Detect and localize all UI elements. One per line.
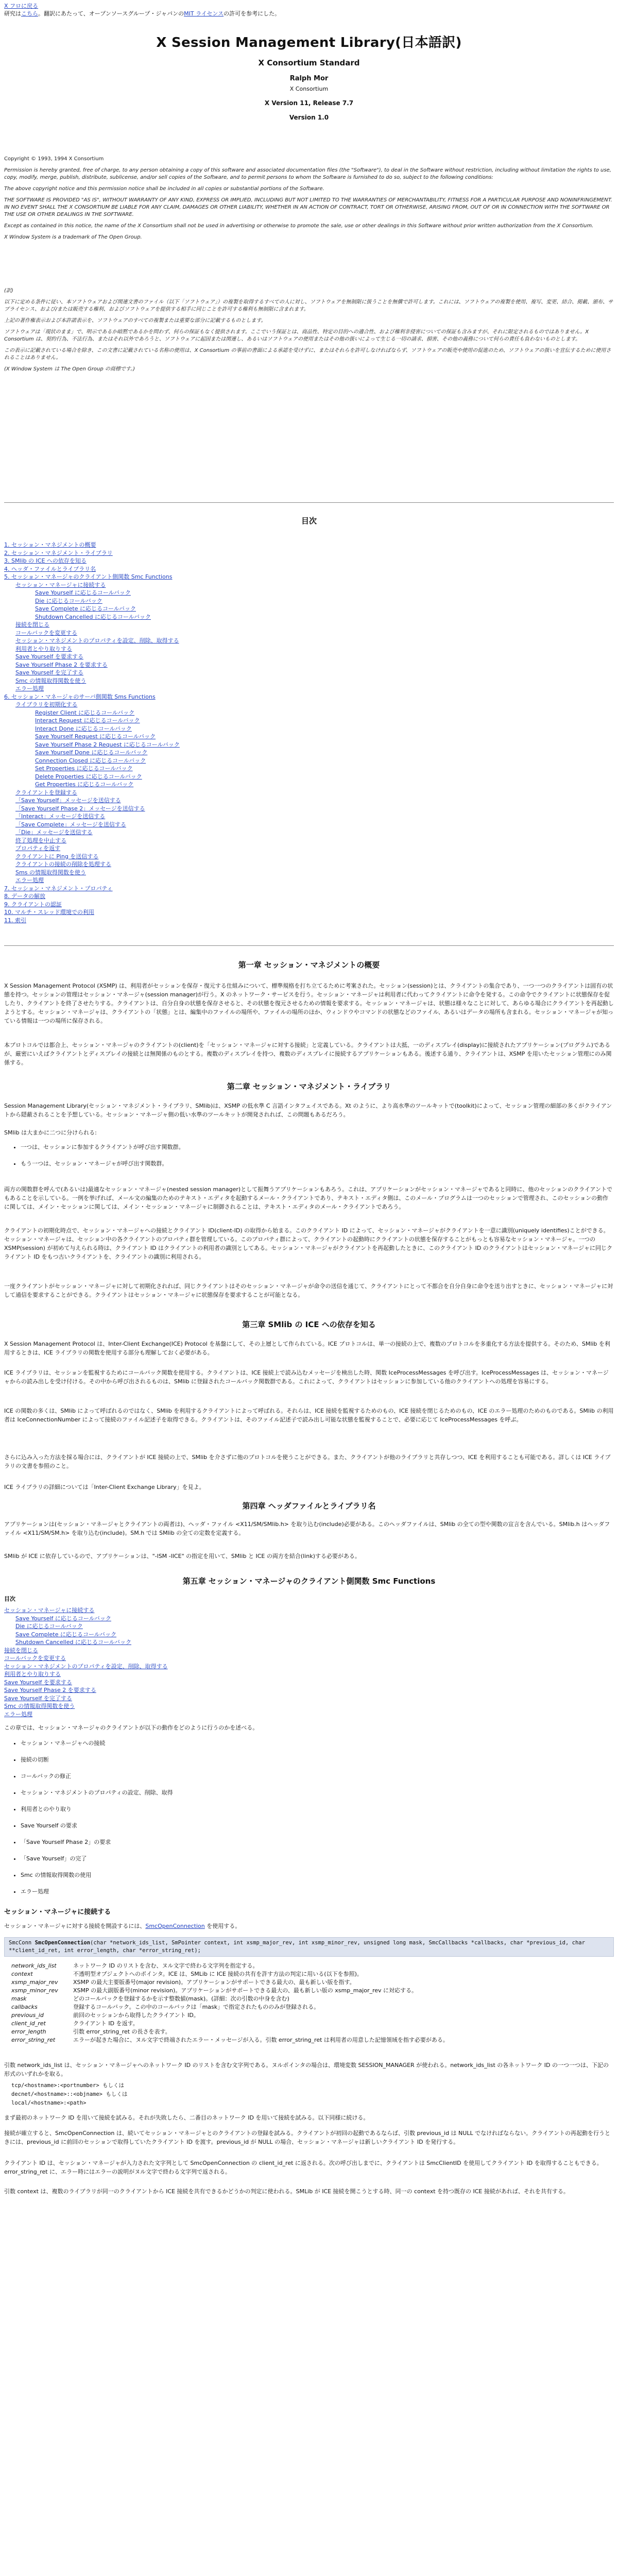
toc-item bbox=[4, 860, 180, 869]
toc-link[interactable]: エラー処理 bbox=[15, 685, 44, 692]
toc-item bbox=[4, 629, 180, 637]
parameter-name: xsmp_minor_rev bbox=[11, 1987, 58, 1994]
toc-link[interactable]: コールバックを変更する bbox=[15, 629, 78, 636]
toc-link[interactable]: クライアントに Ping を送信する bbox=[15, 853, 99, 860]
toc-link[interactable]: Save Complete に応じるコールバック bbox=[35, 605, 136, 612]
toc-link[interactable]: セッション・マネージャに接続する bbox=[4, 1607, 95, 1614]
chapter-4-paragraph: SMlib が ICE に依存しているので、アプリケーションは、"-lSM -lICE" の指定を用いて、SMlib と ICE の両方を結合(link)する必要がある。 bbox=[4, 1553, 360, 1560]
ja-warranty-text: ソフトウェアは「現状のまま」で、明示であるか暗黙であるかを問わず、何らの保証もなく提供されます。ここでいう保証とは、商品性、特定の目的への適合性、および権利非侵害についての保証も含みますが、それに限定されるものではありません。X Consortium は、契約行為、不法行為、またはそれ以外であろうと、ソフトウェアに起因または関連し、あるいはソフトウェアの使用またはその他の扱いによって生じる一切の請求、損害、その他の義務について何らの責任も負わないものとします。 bbox=[4, 329, 589, 342]
parameter-name: context bbox=[11, 1971, 33, 1977]
toc-link[interactable]: エラー処理 bbox=[15, 877, 44, 884]
toc-item bbox=[4, 1631, 168, 1639]
toc-item bbox=[4, 773, 180, 781]
chapter-3-paragraph: さらに込み入った方法を採る場合には、クライアントが ICE 接続の上で、SMlib を介さずに他のプロトコルを使うことができる。また、クライアントが他のライブラリと共存しつつ、ICE を利用することも可能である。詳しくは ICE ライブラリの文書を参照のこと。 bbox=[4, 1454, 611, 1469]
toc-link[interactable]: プロパティを返す bbox=[15, 845, 61, 852]
chapter-1-paragraph: X Session Management Protocol (XSMP) は、利用者がセッションを保存・復元する仕組みについて、標準規格を打ち立てるために考案された。セッション(session)とは、クライアントの集合であり、一つ一つのクライアントは固有の状態を持つ。セッションの管理はセッション・マネージャ(session manager)が行う。X のネットワーク・サービスを行う。セッション・マネージャは利用者に代わってクライアントに命令を発する。この命令でクライアントに状態保存を促したり、クライアントを終了させたりする。クライアントは、自分自身の状態を保存させると、その状態を復元させるための情報を要求する。セッション・マネージャは、状態は様々なことに対して、あらゆる場合にクライアントを再起動しようとする。セッション・マネージャは、クライアントの「状態」とは、編集中のファイルの場所や、ファイルの場所のほか、ウィンドウやコマンドの状態などのファイル、あるいはデータの場所も含まれる。セッション・マネージャが知っている情報は一つの場所に保存される。 bbox=[4, 982, 614, 1024]
network-id-forms bbox=[11, 2081, 127, 2108]
toc-item bbox=[4, 781, 180, 789]
toc-link[interactable]: 4. ヘッダ・ファイルとライブラリ名 bbox=[4, 565, 96, 572]
toc-link[interactable]: Save Yourself に応じるコールバック bbox=[35, 589, 131, 596]
list-item: • エラー処理 bbox=[21, 1887, 173, 1896]
back-link[interactable]: X フロに戻る bbox=[4, 3, 39, 9]
toc-item bbox=[4, 812, 180, 821]
toc-item bbox=[4, 892, 180, 901]
toc-item bbox=[4, 789, 180, 797]
toc-item bbox=[4, 1654, 168, 1663]
parameter-description: クライアント ID を返す。 bbox=[73, 2020, 139, 2027]
parameter-row bbox=[11, 2011, 449, 2020]
toc-link[interactable]: Smc の情報取得関数を使う bbox=[4, 1703, 75, 1709]
parameter-row bbox=[11, 2036, 449, 2044]
toc-item bbox=[4, 741, 180, 749]
parameter-description: XSMP の最大副版番号(minor revision)。アプリケーションがサポートできる最大の、最も新しい版の xsmp_major_rev に対応する。 bbox=[73, 1987, 418, 1994]
parameter-name: xsmp_major_rev bbox=[11, 1979, 58, 1986]
chapter-4-paragraph: アプリケーションは(セッション・マネージャとクライアントの両者は)、ヘッダ・ファイル <X11/SM/SMlib.h> を取り込む(include)必要がある。このヘッダファイルは、SMlib の全ての型や関数の宣言を含んでいる。SMlib.h はヘッダファイル <X11/SM/SM.h> を取り込む(include)。SM.h では SMlib の全ての定数を定義する。 bbox=[4, 1521, 610, 1536]
toc-item bbox=[4, 565, 180, 573]
toc-link[interactable]: Save Yourself Phase 2 を要求する bbox=[15, 661, 108, 668]
legal-japanese bbox=[4, 287, 614, 377]
list-item: • セッション・マネジメントのプロパティの設定、削除、取得 bbox=[21, 1788, 173, 1797]
copyright: Copyright © 1993, 1994 X Consortium bbox=[4, 156, 104, 162]
toc-link[interactable]: Set Properties に応じるコールバック bbox=[35, 765, 133, 772]
toc-item bbox=[4, 685, 180, 693]
parameter-description: 登録するコールバック。この中のコールバックは「mask」で指定されたもののみが登録される。 bbox=[73, 2004, 320, 2010]
doc-version: Version 1.0 bbox=[289, 114, 329, 121]
toc-link[interactable]: Shutdown Cancelled に応じるコールバック bbox=[35, 613, 151, 620]
toc-item bbox=[4, 733, 180, 741]
toc-item bbox=[4, 844, 180, 853]
parameter-description: 前回のセッションから取得したクライアント ID。 bbox=[73, 2012, 199, 2019]
toc-item bbox=[4, 725, 180, 733]
connect-intro bbox=[4, 1922, 614, 1930]
parameter-name: error_string_ret bbox=[11, 2037, 56, 2043]
toc-item bbox=[4, 653, 180, 661]
list-item: • セッション・マネージャへの接続 bbox=[21, 1739, 173, 1748]
toc-item bbox=[4, 1638, 168, 1647]
toc-item bbox=[4, 765, 180, 773]
toc-link[interactable]: クライアントの接続の削除を処理する bbox=[15, 861, 111, 868]
toc-item bbox=[4, 669, 180, 677]
chapter-2-paragraph: 一度クライアントがセッション・マネージャに対して初期化されれば、同じクライアントはそのセッション・マネージャが命令の送信を通じて、クライアントにとって不都合を自分自身に命令を送り出すときに、セッション・マネージャに対して通信を要求することができる。クライアントはセッション・マネージャに状態保存を要求することが可能となる。 bbox=[4, 1283, 613, 1298]
parameter-row bbox=[11, 1995, 449, 2003]
toc-link[interactable]: Shutdown Cancelled に応じるコールバック bbox=[15, 1639, 131, 1646]
toc-link[interactable]: 「Die」メッセージを送信する bbox=[15, 829, 93, 836]
parameter-name: network_ids_list bbox=[11, 1962, 57, 1969]
toc-link[interactable]: Sms の情報取得関数を使う bbox=[15, 869, 86, 876]
toc-link[interactable]: Save Yourself に応じるコールバック bbox=[15, 1615, 111, 1622]
chapter-2-paragraph: SMlib は大まかに二つに分けられる: bbox=[4, 1129, 97, 1136]
smc-open-connection-link[interactable]: SmcOpenConnection bbox=[145, 1923, 205, 1929]
signature-arguments: (char *network_ids_list, SmPointer context, int xsmp_major_rev, int xsmp_minor_rev, unsigned long mask, SmcCallbacks *callbacks, char *previous_id, char **client_id_ret, int error_length, char *error_string_ret); bbox=[9, 1940, 585, 1954]
parameter-table bbox=[11, 1962, 449, 2044]
toc-link[interactable]: 6. セッション・マネージャのサーバ側関数 Sms Functions bbox=[4, 693, 156, 700]
legal-english bbox=[4, 156, 614, 245]
chapter-2-paragraph: 両方の関数群を呼んで(あるいは)最適なセッション・マネージャ(nested session manager)として振舞うアプリケーションもあろう。これは、アプリケーションがセッション・マネージャであると同時に、他のセッションのクライアントでもあることを示している。一例を挙げれば、メール文の編集のためのテキスト・エディタを起動するメール・クライアントであり、テキスト・エディタ側は、このメール・プログラムは一つのセッションで管理され、このセッションの動作に関しては、メイン・セッションに関しては、メイン・セッション・マネージャに制御されることは、テキスト・エディタのメール・クライアントであろう。 bbox=[4, 1186, 613, 1210]
toc-link[interactable]: Save Yourself Phase 2 Request に応じるコールバック bbox=[35, 741, 180, 748]
divider bbox=[4, 945, 614, 946]
connect-intro-text: セッション・マネージャに対する接続を開設するには、 bbox=[4, 1923, 146, 1929]
parameter-row bbox=[11, 2020, 449, 2028]
toc-link[interactable]: 9. クライアントの認証 bbox=[4, 901, 62, 908]
toc-link[interactable]: クライアントを登録する bbox=[15, 789, 77, 796]
toc-item bbox=[4, 1694, 168, 1703]
toc-item bbox=[4, 701, 180, 709]
chapter-3-paragraph: ICE の関数の多くは、SMlib によって呼ばれるのではなく、SMlib を利用するクライアントによって呼ばれる。それらは、ICE 接続を監視するためのもの、ICE 接続を閉じるためのもの、ICE のエラー処理のためのものである。SMlib の利用者は IceConnectionNumber によって接続のファイル記述子を取得できる。クライアントは、そのファイル記述子で読み出し可能な状態を監視することで、必要に応じて IceProcessMessages を呼ぶ。 bbox=[4, 1408, 614, 1423]
chapter-5-toc-label: 目次 bbox=[4, 1596, 15, 1602]
nav-text: 研究は bbox=[4, 10, 21, 17]
toc-item bbox=[4, 917, 180, 925]
chapter-2-heading: 第二章 セッション・マネジメント・ライブラリ bbox=[227, 1082, 391, 1091]
toc-link[interactable]: Save Yourself を完了する bbox=[4, 1694, 72, 1702]
toc-link[interactable]: コールバックを変更する bbox=[4, 1655, 66, 1662]
ja-trademark-text: (X Window System は The Open Group の商標です。) bbox=[4, 366, 135, 372]
toc-link[interactable]: 3. SMlib の ICE への依存を知る bbox=[4, 557, 87, 564]
function-signature bbox=[4, 1937, 614, 1957]
toc-link[interactable]: 接続を閉じる bbox=[4, 1647, 38, 1654]
permission-text: Permission is hereby granted, free of charge, to any person obtaining a copy of this software and associated documentation files (the "Software"), to deal in the Software without restriction, including without limitation the rights to use, copy, modify, merge, publish, distribute, sublicense, and/or sell copies of the Software, and to permit persons to whom the Software is furnished to do so, subject to the following conditions: bbox=[4, 167, 611, 180]
toc-item bbox=[4, 749, 180, 757]
top-navigation bbox=[4, 2, 280, 18]
toc-link[interactable]: 「Save Yourself Phase 2」メッセージを送信する bbox=[15, 805, 145, 812]
toc-item bbox=[4, 693, 180, 701]
chapter-1-heading: 第一章 セッション・マネジメントの概要 bbox=[238, 960, 380, 970]
toc-item bbox=[4, 581, 180, 589]
parameter-description: 不透明型オブジェクトへのポインタ。ICE は、SMLib に ICE 接続の共有を許す方法の判定に用いる(以下を参照)。 bbox=[73, 1971, 363, 1977]
title-block bbox=[0, 32, 618, 121]
toc-link[interactable]: 11. 索引 bbox=[4, 917, 26, 924]
chapter-1-paragraph: 本プロトコルでは都合上、セッション・マネージャのクライアントの(client)を「セッション・マネージャに対する接続」と定義している。クライアントは大抵、一のディスプレイ(display)に接続されたアプリケーション(プログラム)であるが、厳密にいえばクライアントとディスプレイの接続とは無関係のものとする。複数のディスプレイを持つ、複数のディスプレイに接続するアプリケーションもある。後述する通り、クライアントは、XSMP を用いたセッション管理にのみ関係する。 bbox=[4, 1042, 612, 1066]
signature-return-type: SmcConn bbox=[9, 1940, 35, 1946]
toc-item bbox=[4, 1615, 168, 1623]
chapter-4-heading: 第四章 ヘッダファイルとライブラリ名 bbox=[242, 1501, 376, 1511]
chapter-2-list bbox=[11, 1143, 184, 1176]
toc-link[interactable]: セッション・マネジメントのプロパティを設定、削除、取得する bbox=[4, 1663, 168, 1670]
toc-item bbox=[4, 1606, 168, 1615]
connect-paragraph: クライアント ID は、セッション・マネージャが入力された文字列として SmcOpenConnection の client_id_ret に返される。次の呼び出しまでに、クライアントは SmcClientID を使用してクライアント ID を取得することもできる。error_string_ret に、エラー時にはエラーの説明がヌル文字で終わる文字列で返される。 bbox=[4, 2160, 603, 2175]
toc-link[interactable]: 5. セッション・マネージャのクライアント側関数 Smc Functions bbox=[4, 573, 173, 580]
notice-text: The above copyright notice and this permission notice shall be included in all copies or substantial portions of the Software. bbox=[4, 186, 324, 192]
connect-paragraph: 接続が確立すると、SmcOpenConnection は、続いてセッション・マネージャとのクライアントの登録を試みる。クライアントが初回の起動であるならば、引数 previous_id は NULL でなければならない。クライアントの再起動を行うときには、previous_id に前回のセッションで取得していたクライアント ID を渡す。previous_id が NULL の場合、セッション・マネージャは新しいクライアント ID を発行する。 bbox=[4, 2130, 610, 2145]
toc-item bbox=[4, 645, 180, 653]
parameter-name: previous_id bbox=[11, 2012, 44, 2019]
toc-item bbox=[4, 1686, 168, 1694]
toc-item bbox=[4, 541, 180, 549]
toc-link[interactable]: セッション・マネジメントのプロパティを設定、削除、取得する bbox=[15, 637, 179, 644]
toc-link[interactable]: 「Save Yourself」メッセージを送信する bbox=[15, 797, 121, 804]
divider bbox=[4, 502, 614, 503]
connect-paragraph: 引数 network_ids_list は、セッション・マネージャへのネットワーク ID のリストを含む文字列である。ヌルポインタの場合は、環境変数 SESSION_MANAGER が使われる。network_ids_list の各ネットワーク ID の一つ一つは、下記の形式のいずれかを取る。 bbox=[4, 2062, 609, 2077]
toc-item bbox=[4, 573, 180, 581]
toc-item bbox=[4, 597, 180, 605]
chapter-5-heading: 第五章 セッション・マネージャのクライアント側関数 Smc Functions bbox=[182, 1577, 436, 1586]
chapter-2-paragraph: クライアントの初期化時点で、セッション・マネージャへの接続とクライアント ID(client-ID) の取得から始まる。このクライアント ID によって、セッション・マネージャがクライアントを一意に識別(uniquely identifies)ことができる。セッション・マネージャは、セッション中の各クライアントのプロパティ群を管理している。このプロパティ群によって、クライアントの起動時にクライアントの状態を保存することがもっとも容易なセッション・マネージャ。一つの XSMP(session) が初めて与えられる時は、クライアント ID はクライアントの利用者の識別としてある。セッション・マネージャがクライアントを再起動したときに、このクライアント ID のクライアントはセッション・マネージャに同じクライアント ID をもつ古いクライアントを、クライアントの識別に利用される。 bbox=[4, 1227, 613, 1260]
toc-item bbox=[4, 637, 180, 645]
list-item: • 「Save Yourself」の完了 bbox=[21, 1854, 173, 1863]
warranty-text: THE SOFTWARE IS PROVIDED "AS IS", WITHOUT WARRANTY OF ANY KIND, EXPRESS OR IMPLIED, INCLUDING BUT NOT LIMITED TO THE WARRANTIES OF MERCHANTABILITY, FITNESS FOR A PARTICULAR PURPOSE AND NONINFRINGEMENT. IN NO EVENT SHALL THE X CONSORTIUM BE LIABLE FOR ANY CLAIM, DAMAGES OR OTHER LIABILITY, WHETHER IN AN ACTION OF CONTRACT, TORT OR OTHERWISE, ARISING FROM, OUT OF OR IN CONNECTION WITH THE SOFTWARE OR THE USE OR OTHER DEALINGS IN THE SOFTWARE. bbox=[4, 197, 612, 217]
toc-link[interactable]: Smc の情報取得関数を使う bbox=[15, 677, 87, 684]
chapter-3-paragraph: ICE ライブラリは、セッションを監視するためにコールバック関数を使用する。クライアントは、ICE 接続上で読み込むメッセージを検出した時、関数 IceProcessMessages を呼び出す。IceProcessMessages は、セッション・マネージャからの読み出しを受け付ける。その中から呼び出されるものは、SMlib に登録されたコールバック関数群である。これによって、クライアントはセッションに参加している他のクライアントへの処理を容易にする。 bbox=[4, 1369, 609, 1385]
source-link[interactable]: こちら bbox=[21, 10, 38, 17]
chapter-3-paragraph: X Session Management Protocol は、Inter-Client Exchange(ICE) Protocol を基盤にして、その上層として作られている。ICE プロトコルは、単一の接続の上で、複数のプロトコルを多重化する方法を提供する。そのため、SMlib を利用するときは、ICE ライブラリの関数を使用する部分も理解しておく必要がある。 bbox=[4, 1341, 610, 1356]
chapter-5-intro: この章では、セッション・マネージャのクライアントが以下の動作をどのように行うのかを述べる。 bbox=[4, 1724, 259, 1731]
toc-link[interactable]: 10. マルチ・スレッド環境での利用 bbox=[4, 909, 94, 916]
ja-permission-text: 以下に定める条件に従い、本ソフトウェアおよび関連文書のファイル（以下「ソフトウェア」）の複製を取得するすべての人に対し、ソフトウェアを無制限に扱うことを無償で許可します。これには、ソフトウェアの複製を使用、複写、変更、結合、掲載、頒布、サブライセンス、および/または販売する権利、およびソフトウェアを提供する相手に同じことを許可する権利も無制限に含まれます。 bbox=[4, 299, 613, 312]
toc-item bbox=[4, 1622, 168, 1631]
toc-item bbox=[4, 869, 180, 877]
toc-link[interactable]: 「Interact」メッセージを送信する bbox=[15, 813, 106, 820]
toc-link[interactable]: Delete Properties に応じるコールバック bbox=[35, 773, 142, 780]
trademark-text: X Window System is a trademark of The Open Group. bbox=[4, 234, 142, 240]
toc-item bbox=[4, 709, 180, 717]
toc-item bbox=[4, 757, 180, 765]
chapter-3-paragraph: ICE ライブラリの詳細については「Inter-Client Exchange Library」を見よ。 bbox=[4, 1484, 205, 1490]
toc-item bbox=[4, 853, 180, 861]
network-id-form: tcp/<hostname>:<portnumber> もしくは bbox=[11, 2082, 125, 2089]
list-item: • 接続の切断 bbox=[21, 1755, 173, 1764]
parameter-row bbox=[11, 1978, 449, 1987]
chapter-5-toc bbox=[4, 1606, 168, 1718]
list-item: • 「Save Yourself Phase 2」の要求 bbox=[21, 1838, 173, 1846]
toc-item bbox=[4, 876, 180, 885]
toc-item bbox=[4, 557, 180, 565]
toc-link[interactable]: Save Complete に応じるコールバック bbox=[15, 1631, 117, 1638]
toc-link[interactable]: エラー処理 bbox=[4, 1710, 32, 1718]
toc-link[interactable]: 利用者とやり取りする bbox=[4, 1671, 61, 1677]
toc-link[interactable]: Register Client に応じるコールバック bbox=[35, 709, 135, 716]
parameter-description: ネットワーク ID のリストを含む、ヌル文字で終わる文字列を指定する。 bbox=[73, 1962, 259, 1969]
parameter-name: callbacks bbox=[11, 2004, 38, 2010]
toc-item bbox=[4, 885, 180, 893]
parameter-row bbox=[11, 1962, 449, 1970]
toc-item bbox=[4, 805, 180, 813]
toc-item bbox=[4, 908, 180, 917]
toc-link[interactable]: 8. データの解放 bbox=[4, 893, 45, 900]
parameter-name: mask bbox=[11, 1995, 27, 2002]
signature-function-name: SmcOpenConnection bbox=[35, 1940, 91, 1946]
toc-link[interactable]: Save Yourself Request に応じるコールバック bbox=[35, 733, 156, 740]
toc-item bbox=[4, 1710, 168, 1719]
toc-link[interactable]: Save Yourself Done に応じるコールバック bbox=[35, 749, 148, 756]
toc-item bbox=[4, 1647, 168, 1655]
parameter-row bbox=[11, 2028, 449, 2036]
toc-link[interactable]: Interact Request に応じるコールバック bbox=[35, 717, 140, 724]
toc-item bbox=[4, 717, 180, 725]
connect-paragraph: まず最初のネットワーク ID を用いて接続を試みる。それが失敗したら、二番目のネットワーク ID を用いて接続を試みる。以下同様に続ける。 bbox=[4, 2114, 369, 2121]
connect-intro-text: を使用する。 bbox=[204, 1923, 241, 1929]
table-of-contents bbox=[4, 541, 180, 924]
toc-item bbox=[4, 901, 180, 909]
toc-item bbox=[4, 1663, 168, 1671]
parameter-row bbox=[11, 2003, 449, 2011]
ja-notice-text: 上記の著作権表示および本許諾表示を、ソフトウェアのすべての複製または重要な部分に記載するものとします。 bbox=[4, 318, 266, 324]
toc-link[interactable]: Save Yourself を要求する bbox=[15, 653, 83, 660]
toc-link[interactable]: 終了処理を中止する bbox=[15, 837, 66, 844]
chapter-2-paragraph: Session Management Library(セッション・マネジメント・ライブラリ、SMlib)は、XSMP の低水準 C 言語インタフェイスである。Xt のように、より高水準のツールキットで(toolkit)によって、セッション管理の細部の多くがクライアントから隠蔽されることを予想している。セッション・マネージャ側の低い水準のツールキットが開発されれば、この問題もあるだろう。 bbox=[4, 1103, 612, 1118]
toc-item bbox=[4, 661, 180, 669]
toc-link[interactable]: Save Yourself を完了する bbox=[15, 669, 83, 676]
toc-item bbox=[4, 1702, 168, 1710]
connect-section-heading: セッション・マネージャに接続する bbox=[4, 1908, 111, 1916]
list-item: • もう一つは、セッション・マネージャが呼び出す関数群。 bbox=[21, 1159, 184, 1168]
toc-item bbox=[4, 621, 180, 629]
parameter-row bbox=[11, 1987, 449, 1995]
ja-name-clause-text: この表示に記載されている場合を除き、この文書に記載されている名称の使用は、X Consortium の事前の書面による承認を受けずに、またはそれらを許可しなければならず、ソフトウェアの販売や使用の促進のため、ソフトウェアの扱いを宣伝するために使用されることはありません。 bbox=[4, 348, 611, 361]
toc-link[interactable]: Interact Done に応じるコールバック bbox=[35, 725, 132, 732]
toc-link[interactable]: 2. セッション・マネジメント・ライブラリ bbox=[4, 549, 113, 556]
parameter-description: エラーが起きた場合に、ヌル文字で終端されたエラー・メッセージが入る。引数 error_string_ret は利用者の用意した記憶領域を指す必要がある。 bbox=[73, 2037, 449, 2043]
chapter-5-bullets bbox=[11, 1739, 173, 1904]
toc-link[interactable]: 接続を閉じる bbox=[15, 621, 49, 628]
license-link[interactable]: MIT ライセンス bbox=[184, 10, 224, 17]
network-id-form: local/<hostname>:<path> bbox=[11, 2100, 87, 2106]
ja-label: (訳) bbox=[4, 288, 13, 294]
toc-link[interactable]: 1. セッション・マネジメントの概要 bbox=[4, 541, 96, 548]
toc-item bbox=[4, 821, 180, 829]
toc-link[interactable]: セッション・マネージャに接続する bbox=[15, 581, 106, 588]
list-item: • Smc の情報取得関数の使用 bbox=[21, 1871, 173, 1879]
list-item: • 利用者とのやり取り bbox=[21, 1805, 173, 1814]
list-item: • Save Yourself の要求 bbox=[21, 1821, 173, 1830]
parameter-description: XSMP の最大主要版番号(major revision)。アプリケーションがサポートできる最大の、最も新しい版を指す。 bbox=[73, 1979, 355, 1986]
toc-link[interactable]: 「Save Complete」メッセージを送信する bbox=[15, 821, 126, 828]
toc-link[interactable]: Die に応じるコールバック bbox=[15, 1623, 83, 1630]
toc-link[interactable]: Save Yourself Phase 2 を要求する bbox=[4, 1687, 96, 1693]
author-org: X Consortium bbox=[289, 86, 329, 92]
toc-item bbox=[4, 677, 180, 685]
parameter-name: client_id_ret bbox=[11, 2020, 46, 2027]
toc-link[interactable]: 利用者とやり取りする bbox=[15, 645, 72, 652]
toc-link[interactable]: Get Properties に応じるコールバック bbox=[35, 781, 134, 788]
author-name: Ralph Mor bbox=[289, 75, 329, 82]
network-id-form: decnet/<hostname>::<objname> もしくは bbox=[11, 2091, 128, 2097]
toc-item bbox=[4, 549, 180, 557]
toc-item bbox=[4, 605, 180, 613]
nav-text: 。翻訳にあたって、オープンソースグループ・ジャパンの bbox=[38, 10, 184, 17]
toc-link[interactable]: 7. セッション・マネジメント・プロパティ bbox=[4, 885, 113, 892]
toc-item bbox=[4, 589, 180, 597]
name-clause-text: Except as contained in this notice, the name of the X Consortium shall not be used in advertising or otherwise to promote the sale, use or other dealings in this Software without prior written authorization from the X Consortium. bbox=[4, 223, 594, 229]
toc-item bbox=[4, 1679, 168, 1687]
parameter-description: どのコールバックを登録するかを示す整数値(mask)。(詳細：次の引数の中身を含む) bbox=[73, 1995, 289, 2002]
toc-link[interactable]: ライブラリを初期化する bbox=[15, 701, 78, 708]
toc-item bbox=[4, 1670, 168, 1679]
toc-item bbox=[4, 837, 180, 845]
connect-paragraph: 引数 context は、複数のライブラリが同一のクライアントから ICE 接続を共有できるかどうかの判定に使われる。SMLib が ICE 接続を開こうとする時、同一の context を持つ既存の ICE 接続があれば、それを共有する。 bbox=[4, 2188, 569, 2195]
toc-link[interactable]: Save Yourself を要求する bbox=[4, 1679, 72, 1686]
chapter-3-heading: 第三章 SMlib の ICE への依存を知る bbox=[242, 1320, 376, 1329]
nav-text: の許可を参考にした。 bbox=[224, 10, 281, 17]
parameter-description: 引数 error_string_ret の長さを表す。 bbox=[73, 2028, 171, 2035]
document-title: X Session Management Library(日本語訳) bbox=[156, 35, 462, 50]
document-subtitle: X Consortium Standard bbox=[258, 58, 360, 67]
toc-link[interactable]: Connection Closed に応じるコールバック bbox=[35, 757, 146, 764]
list-item: • コールバックの修正 bbox=[21, 1772, 173, 1781]
toc-item bbox=[4, 613, 180, 621]
toc-heading: 目次 bbox=[301, 516, 317, 526]
toc-item bbox=[4, 796, 180, 805]
parameter-row bbox=[11, 1970, 449, 1978]
toc-item bbox=[4, 828, 180, 837]
toc-link[interactable]: Die に応じるコールバック bbox=[35, 597, 102, 604]
x-version: X Version 11, Release 7.7 bbox=[264, 99, 354, 107]
parameter-name: error_length bbox=[11, 2028, 46, 2035]
list-item: • 一つは、セッションに参加するクライアントが呼び出す関数群。 bbox=[21, 1143, 184, 1151]
